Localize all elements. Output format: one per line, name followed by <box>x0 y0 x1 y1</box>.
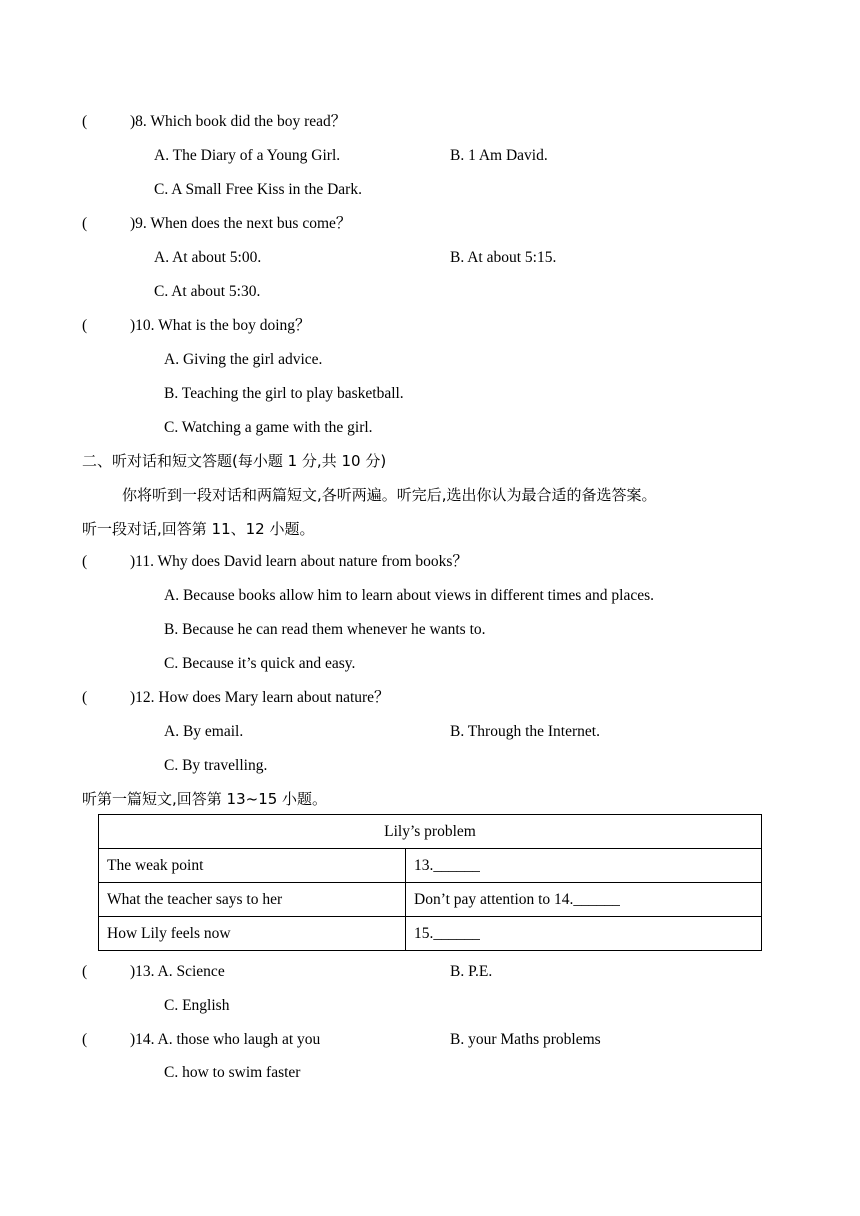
question-text: )14. A. those who laugh at you <box>130 1031 321 1048</box>
answer-blank[interactable]: ( <box>82 113 88 130</box>
row-value-blank[interactable]: 15.______ <box>406 917 762 951</box>
q12-option-a: A. By email. <box>164 723 244 740</box>
section-2-instruction: 你将听到一段对话和两篇短文,各听两遍。听完后,选出你认为最合适的备选答案。 <box>122 486 657 504</box>
row-label: How Lily feels now <box>99 917 406 951</box>
q10-option-c: C. Watching a game with the girl. <box>164 419 373 436</box>
question-11-stem <box>82 552 468 572</box>
question-10-stem <box>82 316 311 336</box>
question-8-stem <box>82 112 346 132</box>
q8-option-a: A. The Diary of a Young Girl. <box>154 147 341 164</box>
q9-option-b: B. At about 5:15. <box>450 249 557 266</box>
q13-option-c: C. English <box>164 997 230 1014</box>
lily-problem-table <box>98 814 762 951</box>
table-row <box>99 849 762 883</box>
q11-option-b: B. Because he can read them whenever he wants to. <box>164 621 486 638</box>
answer-blank[interactable]: ( <box>82 215 88 232</box>
question-text: )10. What is the boy doing？ <box>130 317 311 334</box>
dialogue-intro: 听一段对话,回答第 11、12 小题。 <box>82 520 315 538</box>
question-text: )9. When does the next bus come？ <box>130 215 352 232</box>
answer-blank[interactable]: ( <box>82 963 88 980</box>
row-value-blank[interactable]: Don’t pay attention to 14.______ <box>406 883 762 917</box>
section-2-title: 二、听对话和短文答题(每小题 1 分,共 10 分) <box>82 452 387 470</box>
answer-blank[interactable]: ( <box>82 689 88 706</box>
q13-option-b: B. P.E. <box>450 963 493 980</box>
q14-option-c: C. how to swim faster <box>164 1064 301 1081</box>
table-row <box>99 883 762 917</box>
q11-option-c: C. Because it’s quick and easy. <box>164 655 356 672</box>
table-row <box>99 917 762 951</box>
q8-option-b: B. 1 Am David. <box>450 147 548 164</box>
row-label: The weak point <box>99 849 406 883</box>
row-value-blank[interactable]: 13.______ <box>406 849 762 883</box>
q10-option-a: A. Giving the girl advice. <box>164 351 323 368</box>
q9-option-c: C. At about 5:30. <box>154 283 261 300</box>
table-title: Lily’s problem <box>99 815 762 849</box>
table-header-row <box>99 815 762 849</box>
q14-option-b: B. your Maths problems <box>450 1031 601 1048</box>
question-text: )13. A. Science <box>130 963 225 980</box>
q9-option-a: A. At about 5:00. <box>154 249 262 266</box>
question-14-stem <box>82 1030 320 1050</box>
row-label: What the teacher says to her <box>99 883 406 917</box>
q10-option-b: B. Teaching the girl to play basketball. <box>164 385 404 402</box>
q12-option-b: B. Through the Internet. <box>450 723 600 740</box>
question-13-stem <box>82 962 225 982</box>
question-text: )11. Why does David learn about nature from books？ <box>130 553 468 570</box>
answer-blank[interactable]: ( <box>82 317 88 334</box>
question-text: )8. Which book did the boy read？ <box>130 113 347 130</box>
answer-blank[interactable]: ( <box>82 553 88 570</box>
passage-1-intro: 听第一篇短文,回答第 13~15 小题。 <box>82 790 328 808</box>
question-text: )12. How does Mary learn about nature？ <box>130 689 390 706</box>
question-12-stem <box>82 688 390 708</box>
answer-blank[interactable]: ( <box>82 1031 88 1048</box>
question-9-stem <box>82 214 351 234</box>
q12-option-c: C. By travelling. <box>164 757 268 774</box>
q8-option-c: C. A Small Free Kiss in the Dark. <box>154 181 362 198</box>
q11-option-a: A. Because books allow him to learn about views in different times and places. <box>164 587 654 604</box>
